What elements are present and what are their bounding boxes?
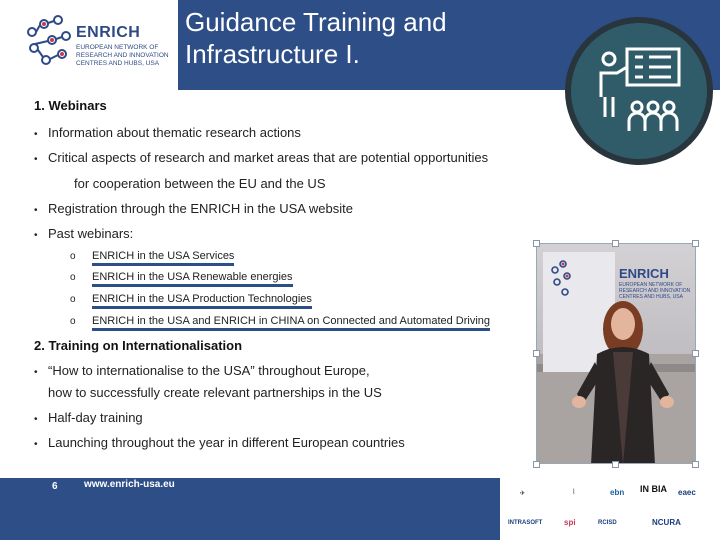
training-icon-badge [565,17,713,165]
speaker-photo[interactable] [536,243,696,464]
webinar-item[interactable]: o ENRICH in the USA Production Technologies [70,293,312,305]
partner-logo-rcisd: RCISD [598,520,617,526]
bullet-text: Half-day training [48,410,143,425]
webinar-link[interactable]: ENRICH in the USA Services [92,250,234,266]
bullet-item: • Critical aspects of research and market areas that are potential opportunities [34,150,489,165]
resize-handle[interactable] [692,461,699,468]
banner-logo-subtitle: EUROPEAN NETWORK OF RESEARCH AND INNOVATION CENTRES AND HUBS, USA [619,282,691,300]
bullet-item: • Launching throughout the year in different European countries [34,435,405,450]
logo-subtitle: EUROPEAN NETWORK OF RESEARCH AND INNOVATION CENTRES AND HUBS, USA [76,44,169,67]
title-line-1: Guidance Training and [185,7,447,37]
presentation-training-icon [591,41,687,137]
website-link[interactable]: www.enrich-usa.eu [84,479,175,490]
page-number: 6 [52,481,58,492]
bullet-continuation: for cooperation between the EU and the US [74,176,326,191]
footer-bar [0,478,500,540]
title-line-2: Infrastructure I. [185,39,360,69]
resize-handle[interactable] [612,240,619,247]
partner-logo-spi: spi [564,518,576,527]
section-heading-training: 2. Training on Internationalisation [34,338,243,353]
partner-logo-eu-agency: ✈ [520,491,526,497]
resize-handle[interactable] [692,350,699,357]
webinar-item[interactable]: o ENRICH in the USA Services [70,250,234,262]
webinar-link[interactable]: ENRICH in the USA and ENRICH in CHINA on Connected and Automated Driving [92,315,490,331]
slide-title [185,6,447,70]
webinar-item[interactable]: o ENRICH in the USA Renewable energies [70,271,293,283]
bullet-text: Registration through the ENRICH in the USA website [48,201,353,216]
section-heading-webinars: 1. Webinars [34,98,107,113]
partner-logo-small: ⌇ [572,489,576,496]
banner-logo-word: ENRICH [619,266,669,281]
bullet-text: Past webinars: [48,226,134,241]
logo-wordmark: ENRICH [76,24,141,41]
resize-handle[interactable] [533,461,540,468]
partner-logo-intrasoft: INTRASOFT [508,520,543,526]
bullet-text: Critical aspects of research and market areas that are potential opportunities [48,150,489,165]
partner-logo-inbia: IN BIA [640,484,667,494]
bullet-item: • Half-day training [34,410,143,425]
bullet-text: Launching throughout the year in different European countries [48,435,405,450]
enrich-logo [22,14,172,80]
resize-handle[interactable] [533,240,540,247]
bullet-item: • Past webinars: [34,226,134,241]
webinar-link[interactable]: ENRICH in the USA Renewable energies [92,271,293,287]
bullet-continuation: how to successfully create relevant partnerships in the US [48,385,382,400]
bullet-item: • Registration through the ENRICH in the USA website [34,201,353,216]
partner-logo-eaec: eaec [678,488,696,497]
partner-logos [500,478,720,540]
bullet-text: Information about thematic research actions [48,125,301,140]
network-nodes-icon [22,14,74,76]
resize-handle[interactable] [533,350,540,357]
partner-logo-ncura: NCURA [652,518,681,527]
speaker-photo-scene [537,244,696,464]
bullet-item: • Information about thematic research actions [34,125,301,140]
webinar-link[interactable]: ENRICH in the USA Production Technologies [92,293,312,309]
bullet-item: • “How to internationalise to the USA” throughout Europe, [34,363,370,378]
resize-handle[interactable] [692,240,699,247]
partner-logo-ebn: ebn [610,488,625,497]
bullet-text: “How to internationalise to the USA” throughout Europe, [48,363,370,378]
webinar-item[interactable]: o ENRICH in the USA and ENRICH in CHINA on Connected and Automated Driving [70,315,490,327]
resize-handle[interactable] [612,461,619,468]
